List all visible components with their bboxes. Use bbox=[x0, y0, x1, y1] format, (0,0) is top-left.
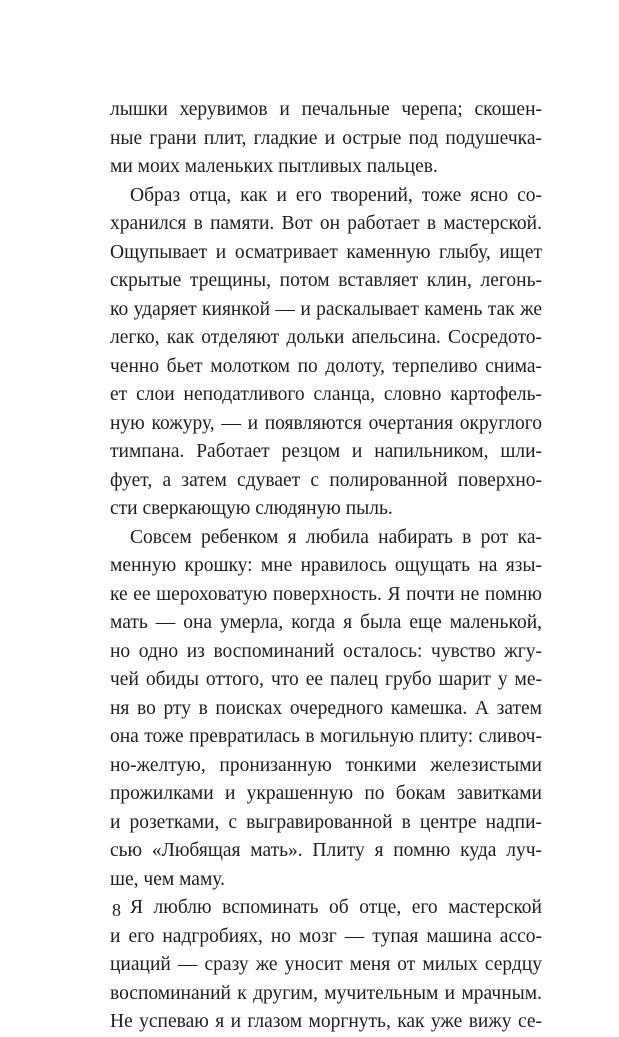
text-line: воспоминаний к другим, мучительным и мрачным. bbox=[110, 982, 542, 1004]
text-line: тимпана. Работает резцом и напильником, шли- bbox=[110, 441, 542, 462]
text-line: ше, чем маму. bbox=[110, 868, 225, 890]
text-line: циаций — сразу же уносит меня от милых сердцу bbox=[110, 954, 542, 975]
text-line: и его надгробиях, но мозг — тупая машина ассо- bbox=[110, 925, 542, 947]
text-line: Я люблю вспоминать об отце, его мастерской bbox=[130, 897, 542, 918]
text-line: ня во рту в поисках очередного камешка. А затем bbox=[110, 697, 542, 719]
text-line: сти сверкающую слюдяную пыль. bbox=[110, 498, 393, 519]
text-line: ные грани плит, гладкие и острые под подушечка- bbox=[110, 127, 542, 149]
text-line: она тоже превратилась в могильную плиту: сливоч- bbox=[110, 726, 542, 747]
body-text bbox=[110, 96, 542, 1037]
text-line: Образ отца, как и его творений, тоже ясно со- bbox=[130, 184, 542, 206]
text-line: ченно бьет молотком по долоту, терпеливо снима- bbox=[110, 355, 542, 377]
text-line: ную кожуру, — и появляются очертания округлого bbox=[110, 412, 542, 434]
page-number: 8 bbox=[112, 900, 121, 920]
text-line: но-желтую, пронизанную тонкими железистыми bbox=[110, 754, 542, 776]
text-line: Совсем ребенком я любила набирать в рот ка- bbox=[130, 526, 542, 548]
text-line: легко, как отделяют дольки апельсина. Сосредото- bbox=[110, 327, 542, 348]
text-line: ке ее шероховатую поверхность. Я почти не помню bbox=[110, 583, 542, 605]
text-line: но одно из воспоминаний осталось: чувство жгу- bbox=[110, 640, 542, 662]
text-line: менную крошку: мне нравилось ощущать на язы- bbox=[110, 555, 542, 576]
text-line: сью «Любящая мать». Плиту я помню куда луч- bbox=[110, 840, 542, 861]
text-line: лышки херувимов и печальные черепа; скошен- bbox=[110, 99, 542, 120]
text-line: прожилками и украшенную по бокам завитками bbox=[110, 783, 542, 804]
text-line: ет слои неподатливого сланца, словно картофель- bbox=[110, 384, 542, 405]
text-line: ко ударяет киянкой — и раскалывает камень так же bbox=[110, 298, 542, 320]
text-line: Ощупывает и осматривает каменную глыбу, ищет bbox=[110, 241, 542, 263]
text-line: Не успеваю я и глазом моргнуть, как уже вижу се- bbox=[110, 1011, 542, 1032]
text-line: и розетками, с выгравированной в центре надпи- bbox=[110, 811, 542, 833]
text-line: чей обиды оттого, что ее палец грубо шарит у ме- bbox=[110, 669, 542, 690]
text-line: фует, а затем сдувает с полированной поверхно- bbox=[110, 469, 542, 491]
text-line: мать — она умерла, когда я была еще маленькой, bbox=[110, 612, 542, 633]
text-line: ми моих маленьких пытливых пальцев. bbox=[110, 156, 438, 177]
text-line: скрытые трещины, потом вставляет клин, легонь- bbox=[110, 270, 542, 291]
text-line: хранился в памяти. Вот он работает в мастерской. bbox=[110, 213, 542, 234]
